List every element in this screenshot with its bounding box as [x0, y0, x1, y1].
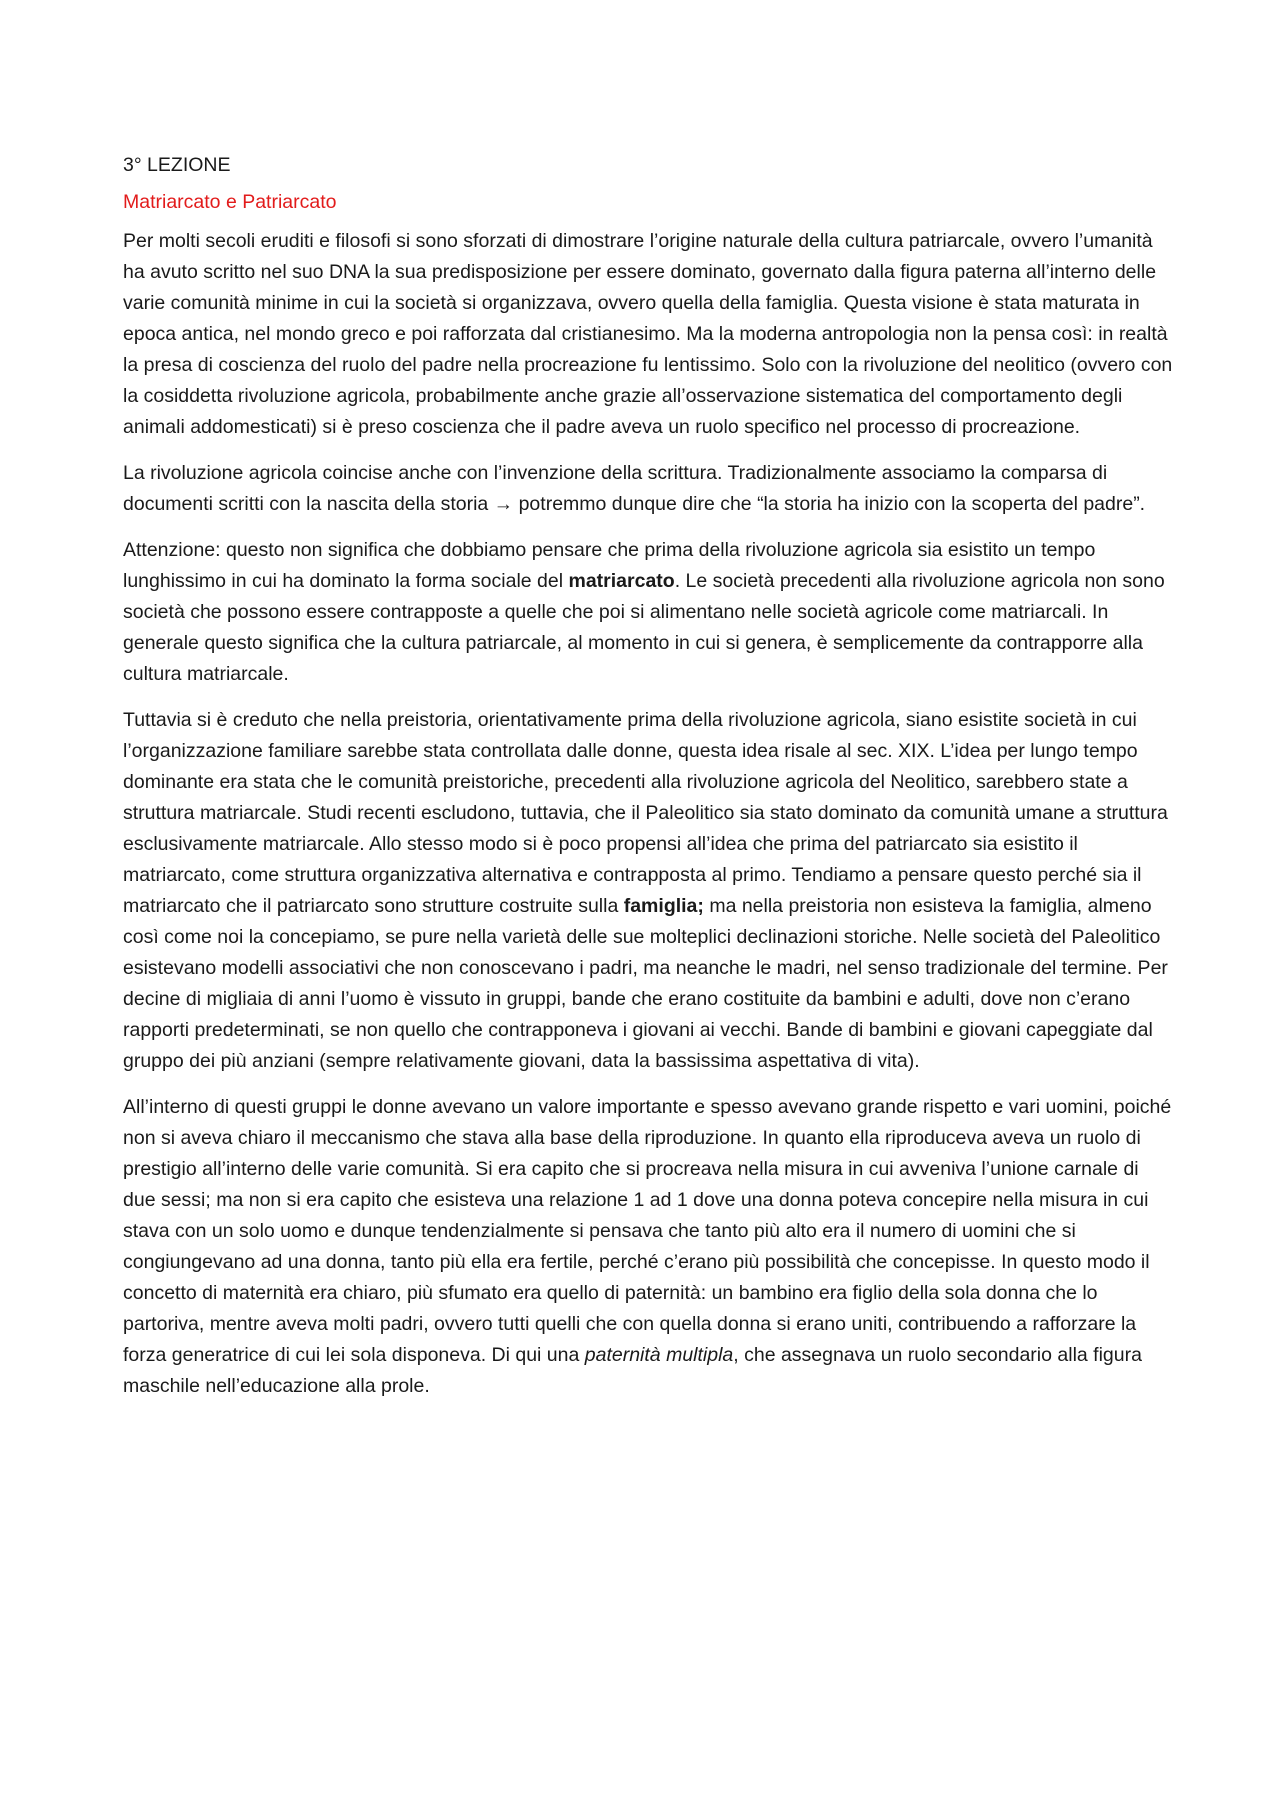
- paragraph-4-text-b: ma nella preistoria non esisteva la famiglia, almeno così come noi la concepiamo, se pure nella varietà delle sue molteplici declinazioni storiche. Nelle società del Paleolitico esistevano modelli associativi che non conoscevano i padri, ma neanche le madri, nel senso tradizionale del termine. Per decine di migliaia di anni l’uomo è vissuto in gruppi, bande che erano costituite da bambini e adulti, dove non c’erano rapporti predeterminati, se non quello che contrapponeva i giovani ai vecchi. Bande di bambini e giovani capeggiate dal gruppo dei più anziani (sempre relativamente giovani, data la bassissima aspettativa di vita).: [123, 895, 1168, 1072]
- paragraph-2: La rivoluzione agricola coincise anche con l’invenzione della scrittura. Tradizionalmente associamo la comparsa di documenti scritti con la nascita della storia → potremmo dunque dire che “la storia ha inizio con la scoperta del padre”.: [123, 462, 1146, 515]
- paragraph-1: Per molti secoli eruditi e filosofi si sono sforzati di dimostrare l’origine naturale della cultura patriarcale, ovvero l’umanità ha avuto scritto nel suo DNA la sua predisposizione per essere dominato, governato dalla figura paterna all’interno delle varie comunità minime in cui la società si organizzava, ovvero quella della famiglia. Questa visione è stata maturata in epoca antica, nel mondo greco e poi rafforzata dal cristianesimo. Ma la moderna antropologia non la pensa così: in realtà la presa di coscienza del ruolo del padre nella procreazione fu lentissimo. Solo con la rivoluzione del neolitico (ovvero con la cosiddetta rivoluzione agricola, probabilmente anche grazie all’osservazione sistematica del comportamento degli animali addomesticati) si è preso coscienza che il padre aveva un ruolo specifico nel processo di procreazione.: [123, 230, 1173, 438]
- paragraph-4-text-a: Tuttavia si è creduto che nella preistoria, orientativamente prima della rivoluzione agricola, siano esistite società in cui l’organizzazione familiare sarebbe stata controllata dalle donne, questa idea risale al sec. XIX. L’idea per lungo tempo dominante era stata che le comunità preistoriche, precedenti alla rivoluzione agricola del Neolitico, sarebbero state a struttura matriarcale. Studi recenti escludono, tuttavia, che il Paleolitico sia stato dominato da comunità umane a struttura esclusivamente matriarcale. Allo stesso modo si è poco propensi all’idea che prima del patriarcato sia esistito il matriarcato, come struttura organizzativa alternativa e contrapposta al primo. Tendiamo a pensare questo perché sia il matriarcato che il patriarcato sono strutture costruite sulla: [123, 709, 1168, 917]
- paragraph-3-text-a: Attenzione: questo non significa che dobbiamo pensare che prima della rivoluzione agricola sia esistito un tempo lunghissimo in cui ha dominato la forma sociale del: [123, 539, 1096, 592]
- paragraph-5-text-b: , che assegnava un ruolo secondario alla figura maschile nell’educazione alla prole.: [123, 1344, 1142, 1397]
- section-title: Matriarcato e Patriarcato: [123, 191, 337, 213]
- paragraph-3-text-b: . Le società precedenti alla rivoluzione agricola non sono società che possono essere contrapposte a quelle che poi si alimentano nelle società agricole come matriarcali. In generale questo significa che la cultura patriarcale, al momento in cui si genera, è semplicemente da contrapporre alla cultura matriarcale.: [123, 570, 1165, 685]
- term-paternita-multipla: paternità multipla: [584, 1344, 734, 1366]
- document-page: [123, 150, 1173, 1417]
- lesson-heading: 3° LEZIONE: [123, 154, 231, 176]
- paragraph-5-text-a: All’interno di questi gruppi le donne avevano un valore importante e spesso avevano grande rispetto e vari uomini, poiché non si aveva chiaro il meccanismo che stava alla base della riproduzione. In quanto ella riproduceva aveva un ruolo di prestigio all’interno delle varie comunità. Si era capito che si procreava nella misura in cui avveniva l’unione carnale di due sessi; ma non si era capito che esisteva una relazione 1 ad 1 dove una donna poteva concepire nella misura in cui stava con un solo uomo e dunque tendenzialmente si pensava che tanto più alto era il numero di uomini che si congiungevano ad una donna, tanto più ella era fertile, perché c’erano più possibilità che concepisse. In questo modo il concetto di maternità era chiaro, più sfumato era quello di paternità: un bambino era figlio della sola donna che lo partoriva, mentre aveva molti padri, ovvero tutti quelli che con quella donna si erano uniti, contribuendo a rafforzare la forza generatrice di cui lei sola disponeva. Di qui una: [123, 1096, 1172, 1366]
- term-matriarcato: matriarcato: [568, 570, 675, 592]
- paragraph-3: [123, 535, 1173, 690]
- term-famiglia: famiglia;: [623, 895, 704, 917]
- paragraph-5: [123, 1092, 1173, 1402]
- paragraph-4: [123, 705, 1173, 1077]
